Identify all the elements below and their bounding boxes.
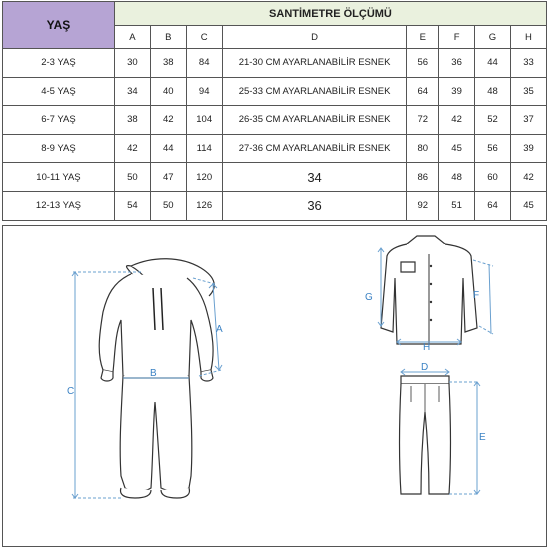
col-header-b: B — [150, 26, 186, 49]
col-header-g: G — [475, 26, 511, 49]
cell-g: 52 — [475, 106, 511, 135]
cell-a: 54 — [114, 191, 150, 220]
cell-age: 2-3 YAŞ — [3, 49, 115, 78]
cell-c: 120 — [186, 163, 222, 192]
garment-diagram — [3, 226, 546, 546]
cell-a: 38 — [114, 106, 150, 135]
cell-f: 51 — [439, 191, 475, 220]
size-table — [2, 1, 547, 221]
cell-b: 42 — [150, 106, 186, 135]
cell-b: 50 — [150, 191, 186, 220]
table-row — [3, 106, 547, 135]
cell-e: 80 — [407, 134, 439, 163]
cell-h: 39 — [510, 134, 546, 163]
cell-a: 42 — [114, 134, 150, 163]
cell-c: 84 — [186, 49, 222, 78]
measurement-illustration-panel — [2, 225, 547, 547]
cell-e: 92 — [407, 191, 439, 220]
cell-e: 86 — [407, 163, 439, 192]
cell-g: 64 — [475, 191, 511, 220]
cell-e: 64 — [407, 77, 439, 106]
dim-label-c: C — [67, 386, 75, 397]
cell-h: 37 — [510, 106, 546, 135]
table-row — [3, 134, 547, 163]
cell-f: 39 — [439, 77, 475, 106]
cell-d: 26-35 CM AYARLANABİLİR ESNEK — [222, 106, 407, 135]
col-header-f: F — [439, 26, 475, 49]
cell-a: 34 — [114, 77, 150, 106]
cell-age: 12-13 YAŞ — [3, 191, 115, 220]
cell-e: 72 — [407, 106, 439, 135]
col-header-h: H — [510, 26, 546, 49]
age-column-header: YAŞ — [3, 2, 115, 49]
dim-label-h: H — [423, 342, 431, 353]
table-title: SANTİMETRE ÖLÇÜMÜ — [114, 2, 546, 26]
col-header-d: D — [222, 26, 407, 49]
cell-c: 94 — [186, 77, 222, 106]
cell-b: 44 — [150, 134, 186, 163]
col-header-a: A — [114, 26, 150, 49]
dim-label-e: E — [479, 432, 486, 443]
table-row — [3, 163, 547, 192]
cell-c: 126 — [186, 191, 222, 220]
cell-h: 35 — [510, 77, 546, 106]
cell-age: 8-9 YAŞ — [3, 134, 115, 163]
cell-age: 10-11 YAŞ — [3, 163, 115, 192]
cell-b: 38 — [150, 49, 186, 78]
cell-f: 48 — [439, 163, 475, 192]
pants-drawing — [400, 376, 451, 494]
col-header-e: E — [407, 26, 439, 49]
dim-label-f: F — [473, 290, 480, 301]
cell-h: 42 — [510, 163, 546, 192]
col-header-c: C — [186, 26, 222, 49]
cell-d: 36 — [222, 191, 407, 220]
dim-label-d: D — [421, 362, 429, 373]
cell-h: 33 — [510, 49, 546, 78]
table-row — [3, 49, 547, 78]
cell-b: 40 — [150, 77, 186, 106]
cell-g: 60 — [475, 163, 511, 192]
cell-g: 56 — [475, 134, 511, 163]
cell-c: 114 — [186, 134, 222, 163]
cell-age: 6-7 YAŞ — [3, 106, 115, 135]
cell-h: 45 — [510, 191, 546, 220]
shirt-drawing — [381, 236, 480, 344]
cell-d: 25-33 CM AYARLANABİLİR ESNEK — [222, 77, 407, 106]
cell-a: 30 — [114, 49, 150, 78]
table-row — [3, 191, 547, 220]
cell-f: 42 — [439, 106, 475, 135]
cell-d: 27-36 CM AYARLANABİLİR ESNEK — [222, 134, 407, 163]
cell-age: 4-5 YAŞ — [3, 77, 115, 106]
cell-b: 47 — [150, 163, 186, 192]
cell-d: 21-30 CM AYARLANABİLİR ESNEK — [222, 49, 407, 78]
dim-label-g: G — [365, 292, 373, 303]
cell-d: 34 — [222, 163, 407, 192]
cell-f: 36 — [439, 49, 475, 78]
size-chart-sheet — [2, 1, 546, 547]
cell-g: 48 — [475, 77, 511, 106]
table-row — [3, 77, 547, 106]
dim-label-b: B — [150, 368, 157, 379]
cell-c: 104 — [186, 106, 222, 135]
cell-a: 50 — [114, 163, 150, 192]
cell-f: 45 — [439, 134, 475, 163]
cell-e: 56 — [407, 49, 439, 78]
dim-label-a: A — [216, 324, 223, 335]
cell-g: 44 — [475, 49, 511, 78]
